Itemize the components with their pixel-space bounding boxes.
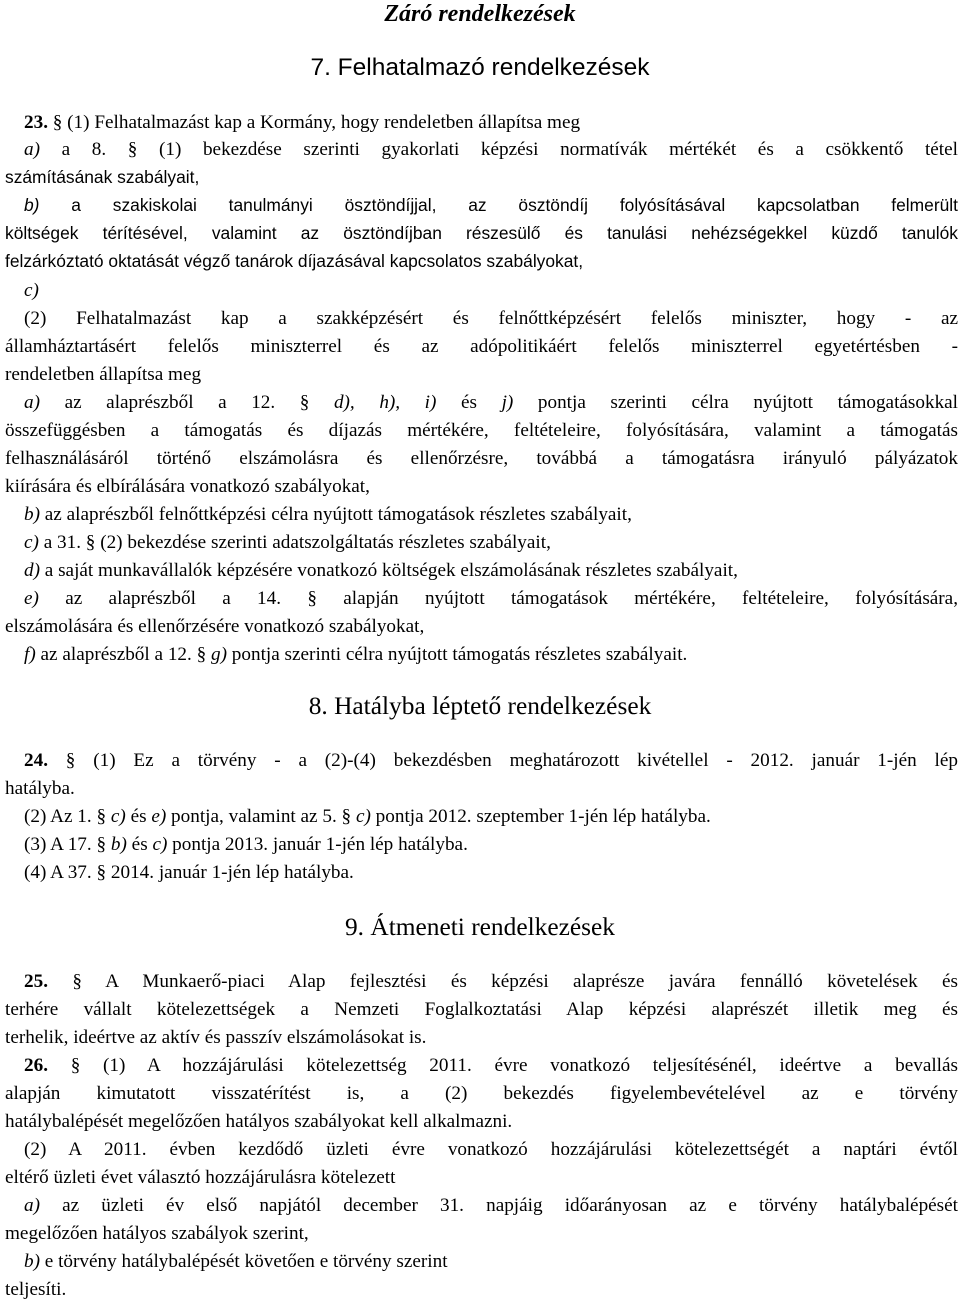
s23-p2-a-line1: a) az alaprészből a 12. § d), h), i) és j) pontja szerinti célra nyújtott támogatásokkal bbox=[24, 392, 959, 413]
section-7-heading: 7. Felhatalmazó rendelkezések bbox=[310, 54, 650, 81]
s25-number: 25. bbox=[24, 971, 48, 992]
s23-a-line2: számításának szabályait, bbox=[5, 167, 200, 187]
s23-number: 23. bbox=[24, 112, 48, 133]
s23-p2-f-line: f) az alaprészből a 12. § g) pontja szerinti célra nyújtott támogatás részletes szabályait. bbox=[24, 644, 688, 665]
s26-p2-line1: (2) A 2011. évben kezdődő üzleti évre vonatkozó hozzájárulási kötelezettségét a naptári évtől bbox=[24, 1139, 958, 1160]
s23-p2-line2: államháztartásért felelős miniszterrel és az adópolitikáért felelős miniszterrel egyetértésben - bbox=[5, 336, 958, 357]
s23-intro: 23. § (1) Felhatalmazást kap a Kormány, hogy rendeletben állapítsa meg bbox=[24, 112, 581, 133]
s24-line1: 24. § (1) Ez a törvény - a (2)-(4) bekezdésben meghatározott kivétellel - 2012. január 1-jén lép bbox=[24, 750, 958, 771]
s23-p2-d-line: d) a saját munkavállalók képzésére vonatkozó költségek elszámolásának részletes szabályait, bbox=[24, 560, 738, 581]
s24-p4: (4) A 37. § 2014. január 1-jén lép hatályba. bbox=[24, 862, 354, 883]
s26-line1: 26. § (1) A hozzájárulási kötelezettség 2011. évre vonatkozó teljesítésénél, ideértve a bevallás bbox=[24, 1055, 958, 1076]
s25-line1: 25. § A Munkaerő-piaci Alap fejlesztési és képzési alaprésze javára fennálló követelések és bbox=[24, 971, 958, 992]
section-9-heading: 9. Átmeneti rendelkezések bbox=[344, 913, 615, 941]
s23-b-line3: felzárkóztató oktatását végző tanárok díjazásával kapcsolatos szabályokat, bbox=[5, 251, 584, 271]
s26-line2: alapján kimutatott visszatérítést is, a (2) bekezdés figyelembevételével az e törvény bbox=[5, 1083, 958, 1104]
s24-p2: (2) Az 1. § c) és e) pontja, valamint az 5. § c) pontja 2012. szeptember 1-jén lép hatályba. bbox=[24, 806, 711, 827]
s23-p2-c-line: c) a 31. § (2) bekezdése szerinti adatszolgáltatás részletes szabályait, bbox=[24, 532, 551, 553]
s25-line2: terhére vállalt kötelezettségek a Nemzeti Foglalkoztatási Alap képzési alaprészét illetik meg és bbox=[5, 999, 958, 1020]
s26-b-line: b) e törvény hatálybalépését követően e törvény szerint bbox=[24, 1251, 448, 1272]
s23-p2-line1: (2) Felhatalmazást kap a szakképzésért és felnőttképzésért felelős miniszter, hogy - az bbox=[24, 308, 958, 329]
closing-provisions-heading: Záró rendelkezések bbox=[384, 1, 576, 27]
s24-number: 24. bbox=[24, 750, 48, 771]
s23-p2-e-line2: elszámolására és ellenőrzésére vonatkozó szabályokat, bbox=[5, 616, 425, 637]
s26-end-line: teljesíti. bbox=[5, 1279, 67, 1300]
s23-p2-a-line2: összefüggésben a támogatás és díjazás mértékére, feltételeire, folyósítására, valamint a támogatás bbox=[5, 420, 958, 441]
section-8-heading: 8. Hatályba léptető rendelkezések bbox=[308, 692, 652, 720]
s23-p2-line3: rendeletben állapítsa meg bbox=[5, 364, 202, 385]
s23-b-line2: költségek térítésével, valamint az ösztöndíjban részesülő és tanulási nehézségekkel küzdő tanulók bbox=[5, 223, 958, 243]
s23-p2-b-line: b) az alaprészből felnőttképzési célra nyújtott támogatások részletes szabályait, bbox=[24, 504, 632, 525]
s23-b-line1: b) a szakiskolai tanulmányi ösztöndíjjal, az ösztöndíj folyósításával kapcsolatban felmerült bbox=[24, 195, 958, 215]
s23-p2-e-line1: e) az alaprészből a 14. § alapján nyújtott támogatások mértékére, feltételeire, folyósítására, bbox=[24, 588, 958, 609]
s26-line3: hatálybalépését megelőzően hatályos szabályokat kell alkalmazni. bbox=[5, 1111, 513, 1132]
s26-p2-line2: eltérő üzleti évet választó hozzájárulásra kötelezett bbox=[5, 1167, 396, 1188]
s26-a-line1: a) az üzleti év első napjától december 31. napjáig időarányosan az e törvény hatálybalépését bbox=[24, 1195, 958, 1216]
s23-p2-a-line3: felhasználásáról történő elszámolásra és ellenőrzésre, továbbá a támogatásra irányuló pályázatok bbox=[5, 448, 958, 469]
s24-p3: (3) A 17. § b) és c) pontja 2013. január 1-jén lép hatályba. bbox=[24, 834, 468, 855]
s23-p2-a-line4: kiírására és elbírálására vonatkozó szabályokat, bbox=[5, 476, 370, 497]
s24-line2: hatályba. bbox=[5, 778, 75, 799]
s23-c-line: c) bbox=[24, 280, 39, 301]
s26-number: 26. bbox=[24, 1055, 48, 1076]
s26-a-line2: megelőzően hatályos szabályok szerint, bbox=[5, 1223, 309, 1244]
s23-a-line1: a) a 8. § (1) bekezdése szerinti gyakorlati képzési normatívák mértékét és a csökkentő tétel bbox=[24, 139, 958, 160]
s25-line3: terhelik, ideértve az aktív és passzív elszámolásokat is. bbox=[5, 1027, 427, 1048]
